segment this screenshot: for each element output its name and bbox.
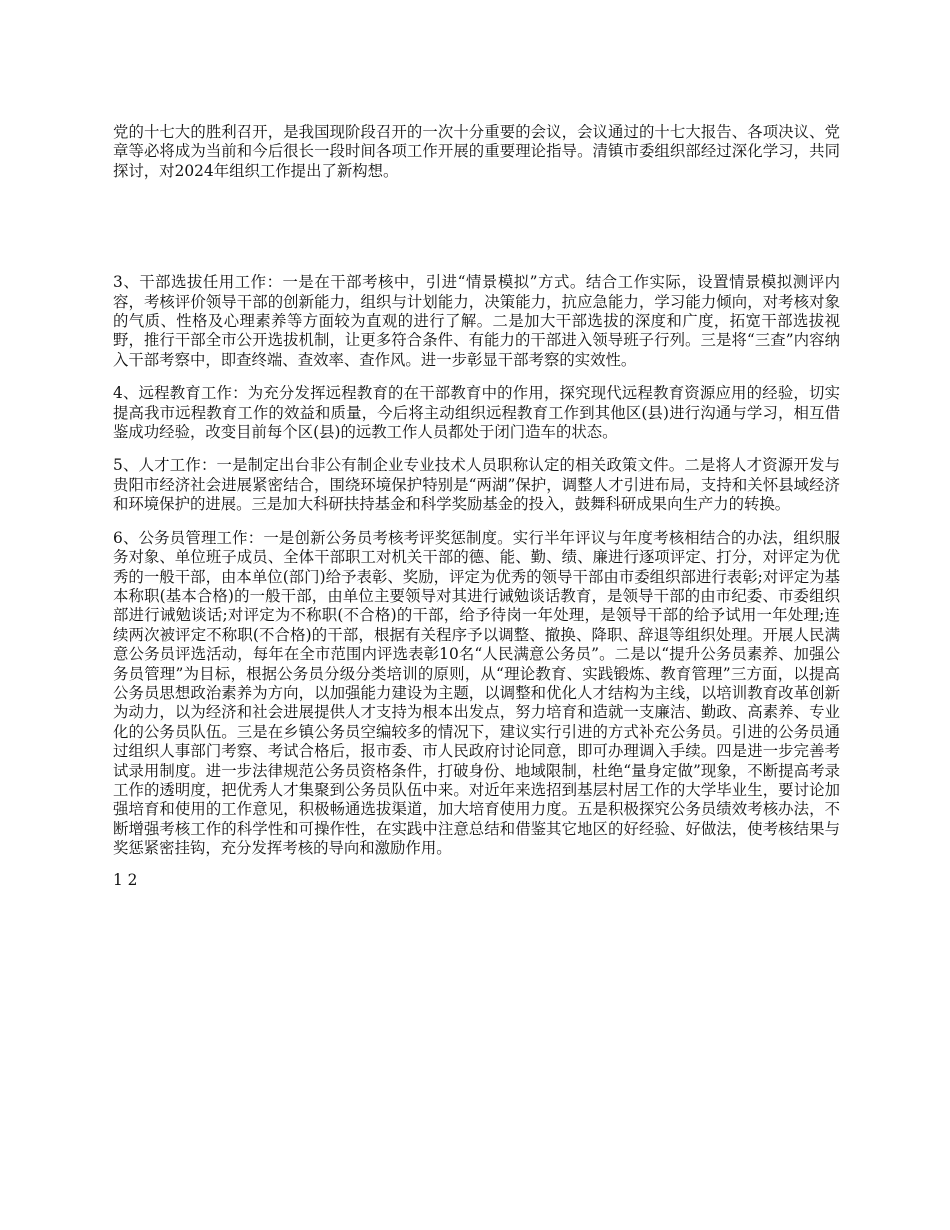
civil-servant-paragraph: 6、公务员管理工作：一是创新公务员考核考评奖惩制度。实行半年评议与年度考核相结合的办法，组织服务对象、单位班子成员、全体干部职工对机关干部的德、能、勤、绩、廉进行逐项评定、打分，对评定为优秀的一般干部，由本单位(部门)给予表彰、奖励，评定为优秀的领导干部由市委组织部进行表彰;对评定为基本称职(基本合格)的一般干部，由单位主要领导对其进行诫勉谈话教育，是领导干部的由市纪委、市委组织部进行诫勉谈话;对评定为不称职(不合格)的干部，给予待岗一年处理，是领导干部的给予试用一年处理;连续两次被评定不称职(不合格)的干部，根据有关程序予以调整、撤换、降职、辞退等组织处理。开展人民满意公务员评选活动，每年在全市范围内评选表彰10名“人民满意公务员”。二是以“提升公务员素养、加强公务员管理”为目标，根据公务员分级分类培训的原则，从“理论教育、实践锻炼、教育管理”三方面，以提高公务员思想政治素养为方向，以加强能力建设为主题，以调整和优化人才结构为主线，以培训教育改革创新为动力，以为经济和社会进展提供人才支持为根本出发点，努力培育和造就一支廉洁、勤政、高素养、专业化的公务员队伍。三是在乡镇公务员空编较多的情况下，建议实行引进的方式补充公务员。引进的公务员通过组织人事部门考察、考试合格后，报市委、市人民政府讨论同意，即可办理调入手续。四是进一步完善考试录用制度。进一步法律规范公务员资格条件，打破身份、地域限制，杜绝“量身定做”现象，不断提高考录工作的透明度，把优秀人才集聚到公务员队伍中来。对近年来选招到基层村居工作的大学毕业生，要讨论加强培育和使用的工作意见，积极畅通选拔渠道，加大培育使用力度。五是积极探究公务员绩效考核办法，不断增强考核工作的科学性和可操作性，在实践中注意总结和借鉴其它地区的好经验、好做法，使考核结果与奖惩紧密挂钩，充分发挥考核的导向和激励作用。: [113, 528, 840, 858]
cadre-selection-paragraph: 3、干部选拔任用工作：一是在干部考核中，引进“情景模拟”方式。结合工作实际，设置情景模拟测评内容，考核评价领导干部的创新能力，组织与计划能力，决策能力，抗应急能力，学习能力倾向，对考核对象的气质、性格及心理素养等方面较为直观的进行了解。二是加大干部选拔的深度和广度，拓宽干部选拔视野，推行干部全市公开选拔机制，让更多符合条件、有能力的干部进入领导班子行列。三是将“三查”内容纳入干部考察中，即查终端、查效率、查作风。进一步彰显干部考察的实效性。: [113, 273, 840, 369]
talent-work-paragraph: 5、人才工作：一是制定出台非公有制企业专业技术人员职称认定的相关政策文件。二是将人才资源开发与贵阳市经济社会进展紧密结合，围绕环境保护特别是“两湖”保护，调整人才引进布局，支持和关怀县域经济和环境保护的进展。三是加大科研扶持基金和科学奖励基金的投入，鼓舞科研成果向生产力的转换。: [113, 456, 840, 514]
document-body: [113, 123, 840, 890]
remote-education-paragraph: 4、远程教育工作：为充分发挥远程教育的在干部教育中的作用，探究现代远程教育资源应用的经验，切实提高我市远程教育工作的效益和质量，今后将主动组织远程教育工作到其他区(县)进行沟通与学习，相互借鉴成功经验，改变目前每个区(县)的远教工作人员都处于闭门造车的状态。: [113, 384, 840, 442]
intro-paragraph: 党的十七大的胜利召开，是我国现阶段召开的一次十分重要的会议，会议通过的十七大报告、各项决议、党章等必将成为当前和今后很长一段时间各项工作开展的重要理论指导。清镇市委组织部经过深化学习，共同探讨，对2024年组织工作提出了新构想。: [113, 123, 840, 180]
page-number: 1 2: [113, 870, 138, 889]
